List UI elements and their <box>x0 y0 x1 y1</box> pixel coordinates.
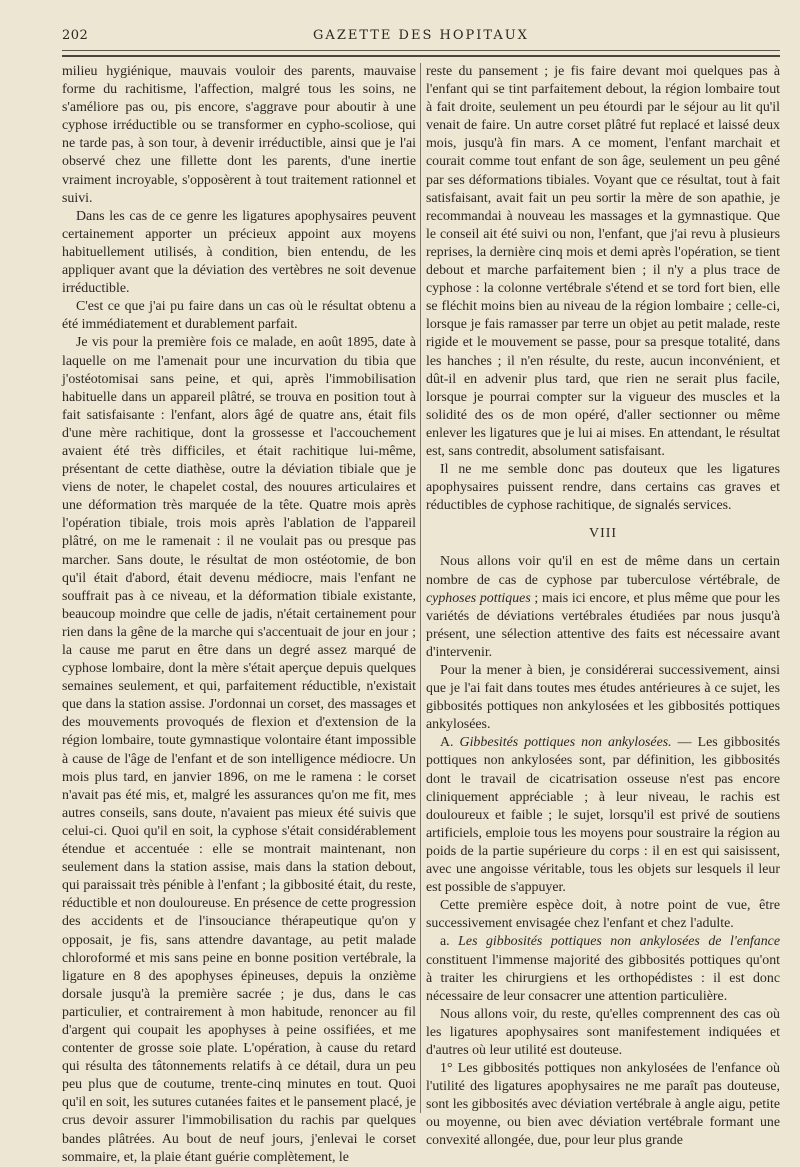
paragraph: reste du pansement ; je fis faire devant moi quelques pas à l'enfant qui se tint parfaitement debout, la région lombaire tout à fait droite, seulement un peu étourdi par le séjour au lit qu'il venait de faire. Un autre corset plâtré fut replacé et laissé deux mois, jusqu'à fin mars. A ce moment, l'enfant marchait et courait comme tout enfant de son âge, seulement un peu gêné par ses déformations tibiales. Voyant que ce résultat, tout à fait satisfaisant, avait fait un peu sortir la mère de son apathie, je recommandai à nouveau les massages et la gymnastique. Que le conseil ait été suivi ou non, l'enfant, que j'ai revu à plusieurs reprises, la dernière cinq mois et demi après l'opération, se tient debout et marche parfaitement bien ; il n'y a plus trace de cyphose : la colonne vertébrale s'étend et se tord fort bien, elle se fléchit moins bien au niveau de la région lombaire ; celle-ci, lorsque je fais ramasser par terre un objet au petit malade, reste rigide et le mouvement se passe, pour sa presque totalité, dans les hanches ; il n'en résulte, du reste, aucun inconvénient, et dût-il en advenir plus tard, que rien ne serait plus facile, lorsque je pourrai compter sur la vigueur des muscles et la solidité des os de mon opéré, d'aller sectionner ou même enlever les ligatures que je lui ai mises. En attendant, le résultat est, sans contredit, absolument satisfaisant. <box>426 64 780 459</box>
header-rule-thin <box>62 50 780 51</box>
text-run: Nous allons voir qu'il en est de même dans un certain nombre de cas de cyphose par tuberculose vértébrale, de <box>426 554 780 588</box>
paragraph: Il ne me semble donc pas douteux que les ligatures apophysaires puissent rendre, dans certains cas graves et réductibles de cyphose rachitique, de signalés services. <box>426 462 780 514</box>
page-header <box>62 28 780 50</box>
paragraph: Nous allons voir, du reste, qu'elles comprennent des cas où les ligatures apophysaires sont manifestement indiquées et d'autres où leur utilité est douteuse. <box>426 1006 780 1058</box>
header-rule-thick <box>62 55 780 57</box>
paragraph: Pour la mener à bien, je considérerai successivement, ainsi que je l'ai fait dans toutes mes études antérieures à ce sujet, les gibbosités pottiques non ankylosées et les gibbosités pottiques ankylosées. <box>426 663 780 733</box>
column-divider <box>420 63 421 1113</box>
subsection-label: a. <box>440 934 459 950</box>
text-run: — Les gibbosités pottiques non ankylosées sont, par définition, les gibbosités dont le travail de cicatrisation osseuse n'est pas encore cliniquement appréciable ; à leur niveau, le rachis est douloureux et faible ; le sujet, lorsqu'il est privé de soutiens artificiels, emploie tous les moyens pour soustraire la région au poids de la partie supérieure du corps : il en est qui saisissent, avec une angoisse véritable, tous les objets sur lesquels il leur est possible de s'appuyer. <box>426 735 781 896</box>
paragraph: C'est ce que j'ai pu faire dans un cas où le résultat obtenu a été immédiatement et durablement parfait. <box>62 299 416 333</box>
subsection-title: Gibbesités pottiques non ankylosées. <box>459 735 672 751</box>
paragraph <box>426 734 780 897</box>
section-heading: VIII <box>589 526 617 542</box>
text-run: ; mais ici encore, et plus même que pour les variétés de déviations vertébrales étudiées par nous jusqu'à présent, une sélection attentive des faits est nécessaire avant d'intervenir. <box>426 590 780 660</box>
paragraph: Je vis pour la première fois ce malade, en août 1895, date à laquelle on me l'amenait pour une incurvation du tibia que j'ostéotomisai sans peine, et qui, après l'immobilisation habituelle dans un appareil plâtré, se trouva en position tout à fait satisfaisante : l'enfant, alors âgé de quatre ans, était fils d'une mère rachitique, dont la grossesse et l'accouchement avaient été très difficiles, et était rachitique lui-même, présentant de cette diathèse, outre la déviation tibiale que je viens de noter, le chapelet costal, des nouures articulaires et une déformation très marquée de la tête. Quatre mois après l'opération tibiale, trois mois après l'ablation de l'appareil plâtré, on me le ramenait : il ne voulait pas ou presque pas marcher. Sans doute, le résultat de mon ostéotomie, de bon qu'il était d'abord, était devenu médiocre, mais l'enfant ne souffrait pas à ce niveau, et la déformation tibiale existante, beaucoup moindre que celle de jadis, n'était certainement pour rien dans la gêne de la marche qui s'accentuait de jour en jour ; la cause me parut en être dans un degré assez marqué de cyphose lombaire, dont la mère s'était aperçue depuis quelques semaines seulement, et qui, parfaitement réductible, n'existait que dans la station assise. J'ordonnai un corset, des massages et des mouvements provoqués de flexion et d'extension de la région lombaire, toute gymnastique volontaire étant impossible à cause de l'âge de l'enfant et de son intelligence médiocre. Un mois plus tard, en janvier 1896, on me le ramena : le corset n'avait pas été mis, et, malgré les assurances qu'on me fit, mes autres conseils, sans doute, n'avaient pas mieux été suivis que celui-ci. Quoi qu'il en soit, la cyphose s'était considérablement étendue et accentuée : elle se montrait maintenant, non seulement dans la station assise, mais dans la station debout, qui paraissait très pénible à l'enfant ; la gibbosité était, du reste, réductible et non douloureuse. En présence de cette progression des accidents et de l'insouciance thérapeutique qu'on y opposait, je fis, sans attendre davantage, au petit malade chloroformé et mis sans peine en bonne position vertébrale, la ligature en 8 des apophyses épineuses, depuis la onzième dorsale jusqu'à la première sacrée ; je dus, dans le cas particulier, et contrairement à mon habitude, renoncer au fil d'argent qui coupait les apophyses à peine ossifiées, et me contenter de grosse soie plate. L'opération, à cause du retard qui résulta des tâtonnements relatifs à ce détail, dura un peu peu plus que de coutume, trente-cinq minutes en tout. Quoi qu'il en soit, les sutures cutanées faites et le pansement placé, je crus devoir assurer l'immobilisation du rachis par quelques bandes plâtrées. Au bout de neuf jours, j'enlevai le corset sommaire, et, la plaie étant guérie complètement, le <box>62 335 416 1165</box>
right-column <box>426 63 781 1149</box>
paragraph <box>426 553 780 662</box>
subsection-label: A. <box>440 735 460 751</box>
paragraph: Cette première espèce doit, à notre point de vue, être successivement envisagée chez l'enfant et chez l'adulte. <box>426 898 780 932</box>
paragraph <box>426 933 780 1005</box>
paragraph: 1° Les gibbosités pottiques non ankylosées de l'enfance où l'utilité des ligatures apophysaires ne me paraît pas douteuse, sont les gibbosités avec déviation vertébrale à angle aigu, petite ou moyenne, ou bien avec déviation vertébrale formant une convexité allongée, due, pour leur plus grande <box>426 1061 780 1149</box>
subsection-title: Les gibbosités pottiques non ankylosées de l'enfance <box>458 934 780 950</box>
page-number: 202 <box>62 28 89 43</box>
journal-title: GAZETTE DES HOPITAUX <box>313 28 529 43</box>
text-run: constituent l'immense majorité des gibbosités pottiques qu'ont à traiter les chirurgiens et les orthopédistes : il est donc nécessaire de leur consacrer une attention particulière. <box>426 952 780 1004</box>
left-column <box>62 63 416 1165</box>
italic-term: cyphoses pottiques <box>426 590 531 606</box>
paragraph: milieu hygiénique, mauvais vouloir des parents, mauvaise forme du rachitisme, l'affection, malgré tous les soins, ne s'améliore pas ou, pis encore, s'aggrave pour aboutir à une cyphose irréductible ou se transformer en cypho-scoliose, qui ne tarde pas, à son tour, à devenir irréductible, ainsi que je l'ai observé chez une fillette dont les parents, d'une inertie vraiment incroyable, s'opposèrent à tout traitement rationnel et suivi. <box>62 64 416 206</box>
paragraph: Dans les cas de ce genre les ligatures apophysaires peuvent certainement apporter un précieux appoint aux moyens habituellement utilisés, à condition, bien entendu, de les appliquer avant que la déviation des vertèbres ne soit devenue irréductible. <box>62 208 416 297</box>
